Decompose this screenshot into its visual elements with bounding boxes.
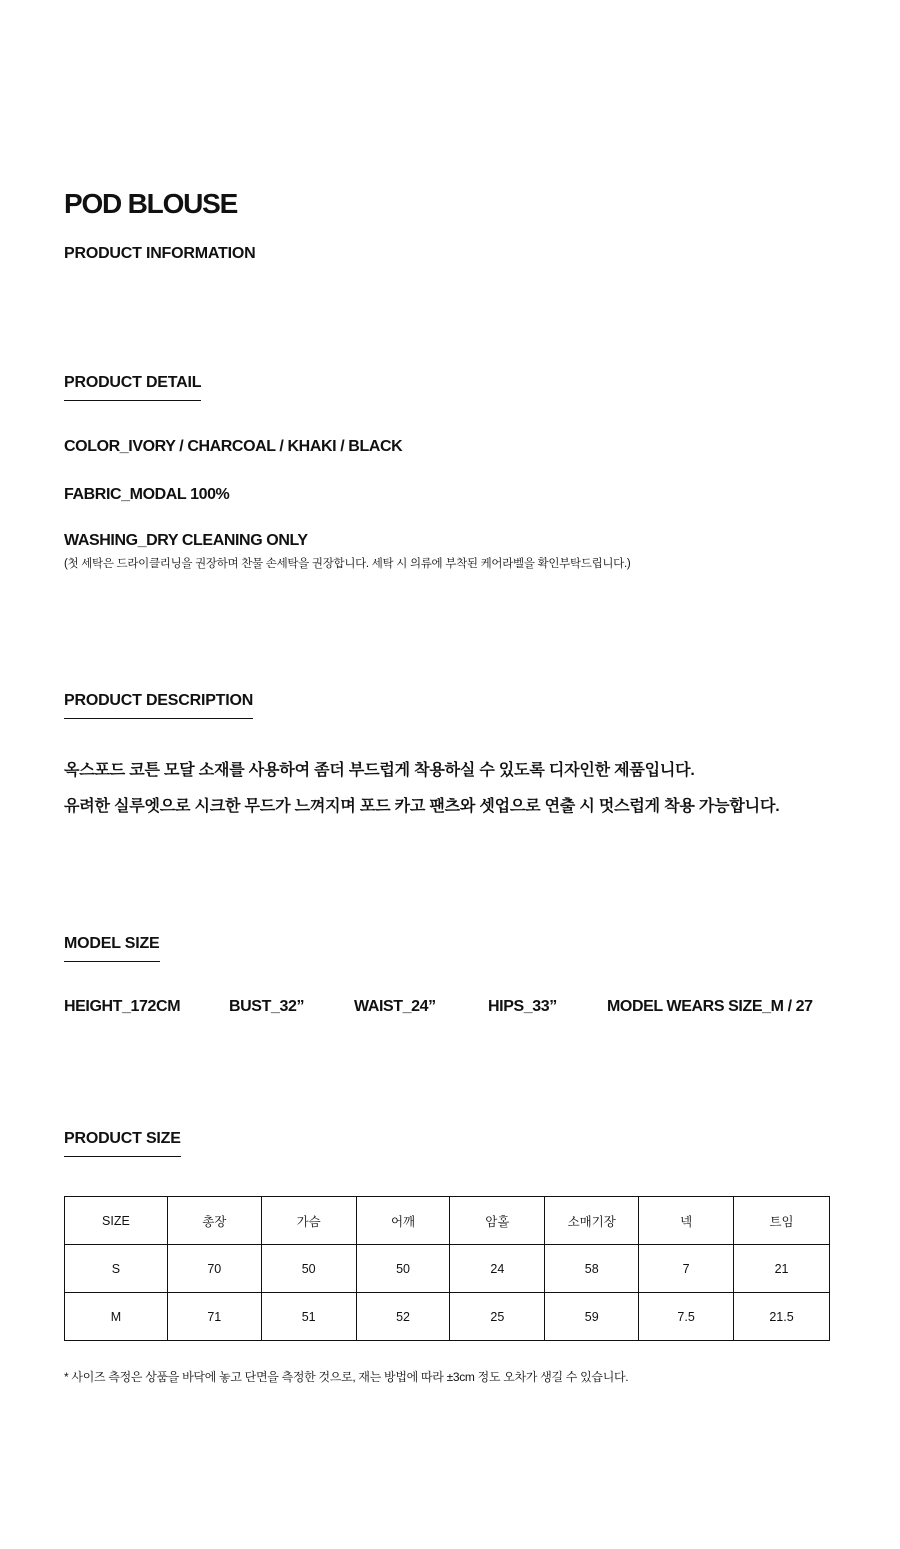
- header-cell: 총장: [167, 1197, 261, 1245]
- header-cell: 넥: [639, 1197, 734, 1245]
- table-row: [65, 1245, 830, 1293]
- model-height: HEIGHT_172CM: [64, 998, 181, 1015]
- description-line-1: 옥스포드 코튼 모달 소재를 사용하여 좀더 부드럽게 착용하실 수 있도록 디자인한 제품입니다.: [64, 762, 695, 779]
- product-size-heading: PRODUCT SIZE: [64, 1130, 181, 1157]
- header-cell: 어깨: [356, 1197, 450, 1245]
- header-cell: 소매기장: [545, 1197, 639, 1245]
- table-cell: 51: [261, 1293, 356, 1341]
- table-cell: S: [65, 1245, 168, 1293]
- product-description-heading: PRODUCT DESCRIPTION: [64, 692, 253, 719]
- fabric-info: FABRIC_MODAL 100%: [64, 486, 230, 503]
- table-cell: M: [65, 1293, 168, 1341]
- model-size-row: [0, 998, 900, 1018]
- product-detail-heading: PRODUCT DETAIL: [64, 374, 201, 401]
- model-wears: MODEL WEARS SIZE_M / 27: [607, 998, 813, 1015]
- header-cell: 가슴: [261, 1197, 356, 1245]
- product-information-heading: PRODUCT INFORMATION: [64, 245, 256, 262]
- table-cell: 70: [167, 1245, 261, 1293]
- product-title: POD BLOUSE: [64, 188, 238, 219]
- table-cell: 7.5: [639, 1293, 734, 1341]
- table-cell: 50: [261, 1245, 356, 1293]
- color-info: COLOR_IVORY / CHARCOAL / KHAKI / BLACK: [64, 438, 403, 455]
- table-cell: 58: [545, 1245, 639, 1293]
- table-cell: 24: [450, 1245, 545, 1293]
- table-header-row: [65, 1197, 830, 1245]
- table-cell: 71: [167, 1293, 261, 1341]
- table-cell: 21.5: [734, 1293, 830, 1341]
- table-cell: 25: [450, 1293, 545, 1341]
- header-cell: SIZE: [65, 1197, 168, 1245]
- size-note: * 사이즈 측정은 상품을 바닥에 놓고 단면을 측정한 것으로, 재는 방법에 따라 ±3cm 정도 오차가 생길 수 있습니다.: [64, 1370, 629, 1384]
- size-table: [64, 1196, 830, 1341]
- model-bust: BUST_32”: [229, 998, 305, 1015]
- header-cell: 트임: [734, 1197, 830, 1245]
- table-cell: 50: [356, 1245, 450, 1293]
- model-waist: WAIST_24”: [354, 998, 436, 1015]
- washing-note: (첫 세탁은 드라이클리닝을 권장하며 찬물 손세탁을 권장합니다. 세탁 시 의류에 부착된 케어라벨을 확인부탁드립니다.): [64, 558, 631, 570]
- table-row: [65, 1293, 830, 1341]
- description-line-2: 유려한 실루엣으로 시크한 무드가 느껴지며 포드 카고 팬츠와 셋업으로 연출 시 멋스럽게 착용 가능합니다.: [64, 798, 780, 815]
- washing-info: WASHING_DRY CLEANING ONLY: [64, 532, 308, 549]
- table-cell: 59: [545, 1293, 639, 1341]
- table-cell: 7: [639, 1245, 734, 1293]
- model-hips: HIPS_33”: [488, 998, 557, 1015]
- table-cell: 21: [734, 1245, 830, 1293]
- model-size-heading: MODEL SIZE: [64, 935, 160, 962]
- header-cell: 암홀: [450, 1197, 545, 1245]
- table-cell: 52: [356, 1293, 450, 1341]
